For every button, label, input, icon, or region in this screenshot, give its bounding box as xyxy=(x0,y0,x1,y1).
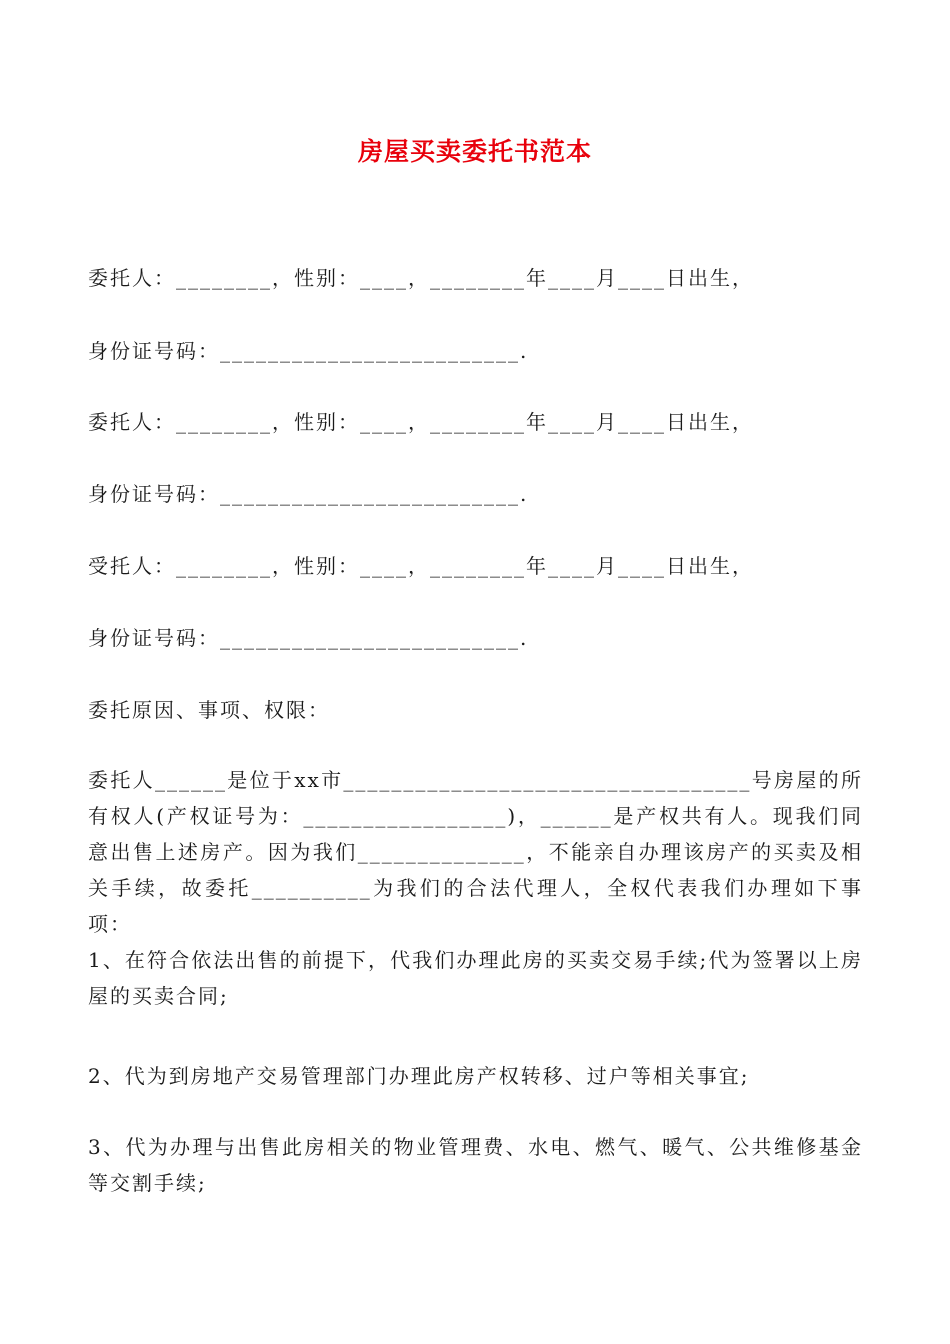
item-2-paragraph: 2、代为到房地产交易管理部门办理此房产权转移、过户等相关事宜; xyxy=(88,1064,750,1088)
delegation-heading: 委托原因、事项、权限： xyxy=(88,698,330,722)
principal-2-info-line: 委托人：________，性别：____，________年____月____日出生， xyxy=(88,410,754,434)
principal-1-id-line: 身份证号码：_________________________. xyxy=(88,339,529,363)
item-1-paragraph: 1、在符合依法出售的前提下，代我们办理此房的买卖交易手续;代为签署以上房屋的买卖合同; xyxy=(88,948,863,1008)
delegation-paragraph: 委托人______是位于xx市__________________________________号房屋的所有权人(产权证号为：_________________)，______是产权共有人。现我们同意出售上述房产。因为我们______________，不能亲自办理该房产的买卖及相关手续，故委托__________为我们的合法代理人，全权代表我们办理如下事项： xyxy=(88,768,863,936)
agent-id-line: 身份证号码：_________________________. xyxy=(88,626,529,650)
principal-1-info-line: 委托人：________，性别：____，________年____月____日出生， xyxy=(88,266,754,290)
agent-info-line: 受托人：________，性别：____，________年____月____日出生， xyxy=(88,554,754,578)
item-3-paragraph: 3、代为办理与出售此房相关的物业管理费、水电、燃气、暖气、公共维修基金等交割手续; xyxy=(88,1135,863,1195)
document-title: 房屋买卖委托书范本 xyxy=(357,137,592,166)
principal-2-id-line: 身份证号码：_________________________. xyxy=(88,482,529,506)
